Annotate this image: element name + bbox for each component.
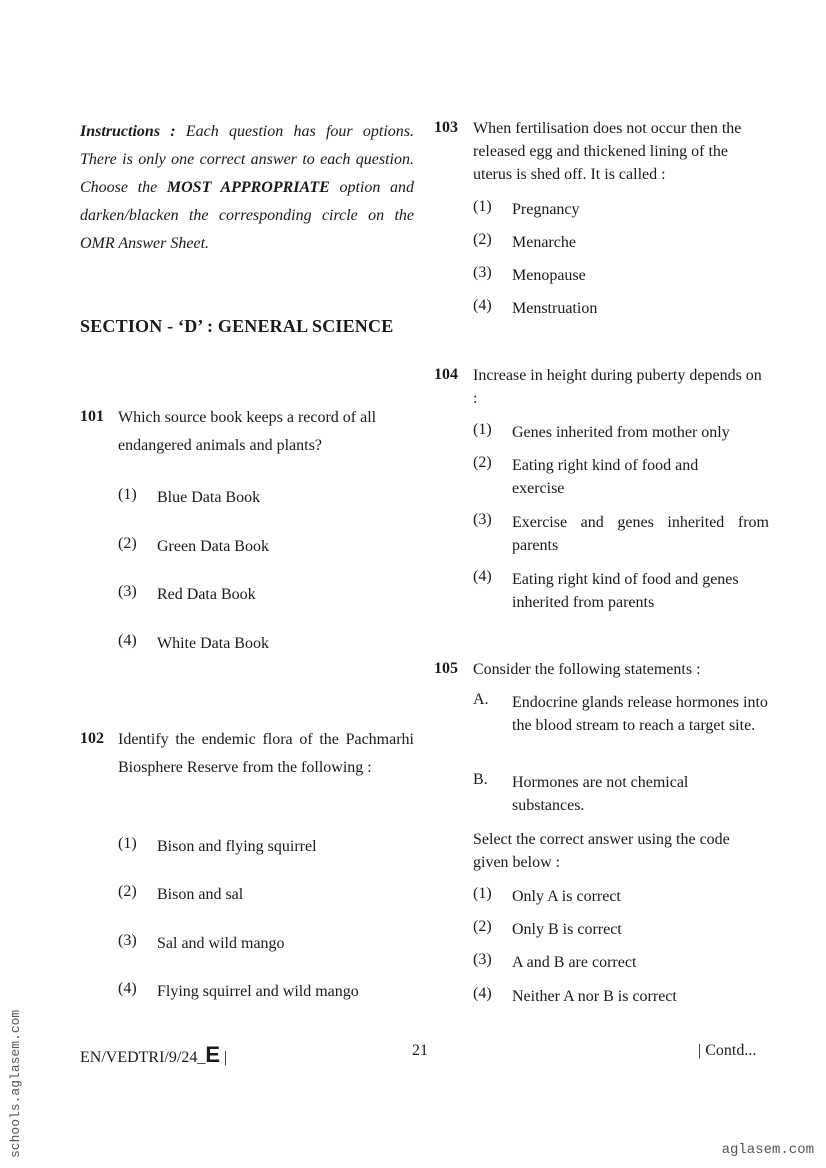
option-101-2[interactable] — [118, 535, 414, 558]
option-text: Green Data Book — [157, 538, 269, 555]
option-105-2[interactable] — [473, 918, 769, 941]
contd-label: | Contd... — [698, 1042, 757, 1059]
option-number: (1) — [473, 198, 492, 215]
option-102-4[interactable] — [118, 980, 414, 1003]
instructions — [80, 118, 414, 258]
page-number: 21 — [412, 1042, 428, 1059]
option-number: (1) — [473, 885, 492, 902]
option-text: Neither A nor B is correct — [512, 988, 677, 1005]
instructions-label: Instructions : — [80, 123, 176, 140]
option-number: (4) — [473, 985, 492, 1002]
paper-code-text: EN/VEDTRI/9/24_ — [80, 1049, 206, 1066]
option-101-3[interactable] — [118, 583, 414, 606]
option-text: Menstruation — [512, 300, 598, 317]
option-105-3[interactable] — [473, 951, 769, 974]
statement-text: Hormones are not chemical substances. — [512, 774, 689, 814]
option-number: (2) — [473, 231, 492, 248]
option-103-3[interactable] — [473, 264, 769, 287]
option-103-2[interactable] — [473, 231, 769, 254]
option-102-1[interactable] — [118, 835, 414, 858]
option-text: Bison and sal — [157, 886, 244, 903]
option-number: (4) — [118, 980, 137, 997]
side-watermark: schools.aglasem.com — [8, 1009, 23, 1158]
option-text: Blue Data Book — [157, 489, 261, 506]
option-101-4[interactable] — [118, 632, 414, 655]
option-104-4[interactable] — [473, 568, 769, 614]
question-number-101: 101 — [80, 408, 104, 425]
code-instruction: Select the correct answer using the code given below : — [473, 831, 730, 871]
statement-label: A. — [473, 691, 489, 708]
option-number: (1) — [118, 835, 137, 852]
statement-label: B. — [473, 771, 488, 788]
section-title: SECTION - ‘D’ : GENERAL SCIENCE — [80, 316, 394, 336]
option-text: Red Data Book — [157, 586, 256, 603]
option-102-3[interactable] — [118, 932, 414, 955]
option-number: (2) — [118, 535, 137, 552]
option-text: A and B are correct — [512, 954, 637, 971]
option-number: (2) — [473, 918, 492, 935]
option-number: (2) — [118, 883, 137, 900]
question-text-105: Consider the following statements : — [473, 661, 701, 678]
option-number: (4) — [118, 632, 137, 649]
option-text: Genes inherited from mother only — [512, 424, 730, 441]
statement-text: Endocrine glands release hormones into the blood stream to reach a target site. — [512, 694, 768, 734]
question-number-102: 102 — [80, 730, 104, 747]
question-text-102: Identify the endemic flora of the Pachmarhi Biosphere Reserve from the following : — [118, 731, 414, 776]
option-number: (3) — [473, 951, 492, 968]
option-104-2[interactable] — [473, 454, 769, 500]
statement-a — [473, 691, 769, 760]
question-text-101: Which source book keeps a record of all endangered animals and plants? — [118, 409, 377, 454]
instructions-emphasis: MOST APPROPRIATE — [166, 179, 330, 196]
option-text: Exercise and genes inherited from parents — [512, 514, 769, 554]
option-text: Menarche — [512, 234, 576, 251]
bottom-watermark: aglasem.com — [721, 1142, 814, 1158]
option-number: (4) — [473, 297, 492, 314]
option-number: (3) — [118, 583, 137, 600]
option-text: Only B is correct — [512, 921, 622, 938]
option-102-2[interactable] — [118, 883, 414, 906]
option-text: Eating right kind of food and exercise — [512, 457, 699, 497]
instructions-text-2: option and darken/blacken the corresponding circle on the OMR Answer Sheet. — [80, 179, 415, 252]
option-104-3[interactable] — [473, 511, 769, 557]
option-105-4[interactable] — [473, 985, 769, 1008]
option-number: (1) — [118, 486, 137, 503]
option-101-1[interactable] — [118, 486, 414, 509]
question-number-103: 103 — [434, 119, 458, 136]
option-number: (3) — [118, 932, 137, 949]
question-number-105: 105 — [434, 660, 458, 677]
option-text: Eating right kind of food and genes inherited from parents — [512, 571, 739, 611]
option-105-1[interactable] — [473, 885, 769, 908]
option-104-1[interactable] — [473, 421, 769, 444]
question-text-103: When fertilisation does not occur then the released egg and thickened lining of the uterus is shed off. It is called : — [473, 120, 742, 183]
option-number: (3) — [473, 511, 492, 528]
option-number: (2) — [473, 454, 492, 471]
option-text: Only A is correct — [512, 888, 621, 905]
instructions-text-1: Each question has four options. There is only one correct answer to each question. Choose the — [80, 123, 415, 196]
option-103-4[interactable] — [473, 297, 769, 320]
option-number: (3) — [473, 264, 492, 281]
option-text: Sal and wild mango — [157, 935, 285, 952]
question-text-104: Increase in height during puberty depends on : — [473, 367, 762, 407]
option-text: Pregnancy — [512, 201, 580, 218]
option-text: Flying squirrel and wild mango — [157, 983, 359, 1000]
option-text: White Data Book — [157, 635, 269, 652]
footer-separator: | — [224, 1049, 228, 1066]
question-number-104: 104 — [434, 366, 458, 383]
option-text: Bison and flying squirrel — [157, 838, 317, 855]
option-number: (4) — [473, 568, 492, 585]
option-text: Menopause — [512, 267, 586, 284]
option-number: (1) — [473, 421, 492, 438]
set-letter: E — [205, 1042, 221, 1067]
statement-b — [473, 771, 769, 817]
paper-code — [80, 1042, 227, 1068]
option-103-1[interactable] — [473, 198, 769, 221]
